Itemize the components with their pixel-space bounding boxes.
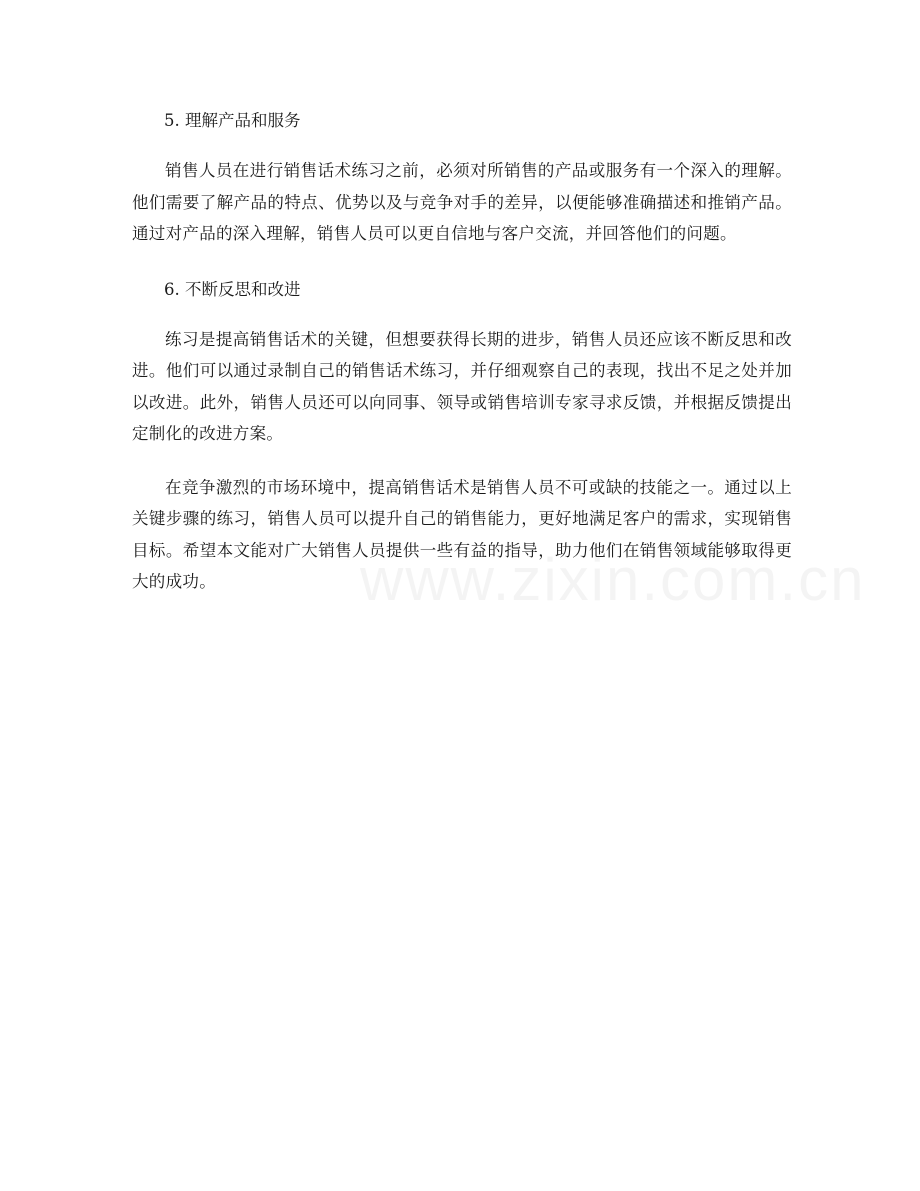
section-heading-6: 6. 不断反思和改进 [164, 279, 301, 299]
conclusion-paragraph: 在竞争激烈的市场环境中，提高销售话术是销售人员不可或缺的技能之一。通过以上关键步骤的练习，销售人员可以提升自己的销售能力，更好地满足客户的需求，实现销售目标。希望本文能对广大销售人员提供一些有益的指导，助力他们在销售领域能够取得更大的成功。 [132, 477, 792, 591]
section-paragraph-5: 销售人员在进行销售话术练习之前，必须对所销售的产品或服务有一个深入的理解。他们需要了解产品的特点、优势以及与竞争对手的差异，以便能够准确描述和推销产品。通过对产品的深入理解，销售人员可以更自信地与客户交流，并回答他们的问题。 [132, 161, 792, 243]
section-paragraph-6: 练习是提高销售话术的关键，但想要获得长期的进步，销售人员还应该不断反思和改进。他们可以通过录制自己的销售话术练习，并仔细观察自己的表现，找出不足之处并加以改进。此外，销售人员还可以向同事、领导或销售培训专家寻求反馈，并根据反馈提出定制化的改进方案。 [132, 329, 792, 443]
document-body [132, 103, 792, 598]
section-heading-5: 5. 理解产品和服务 [164, 111, 301, 130]
